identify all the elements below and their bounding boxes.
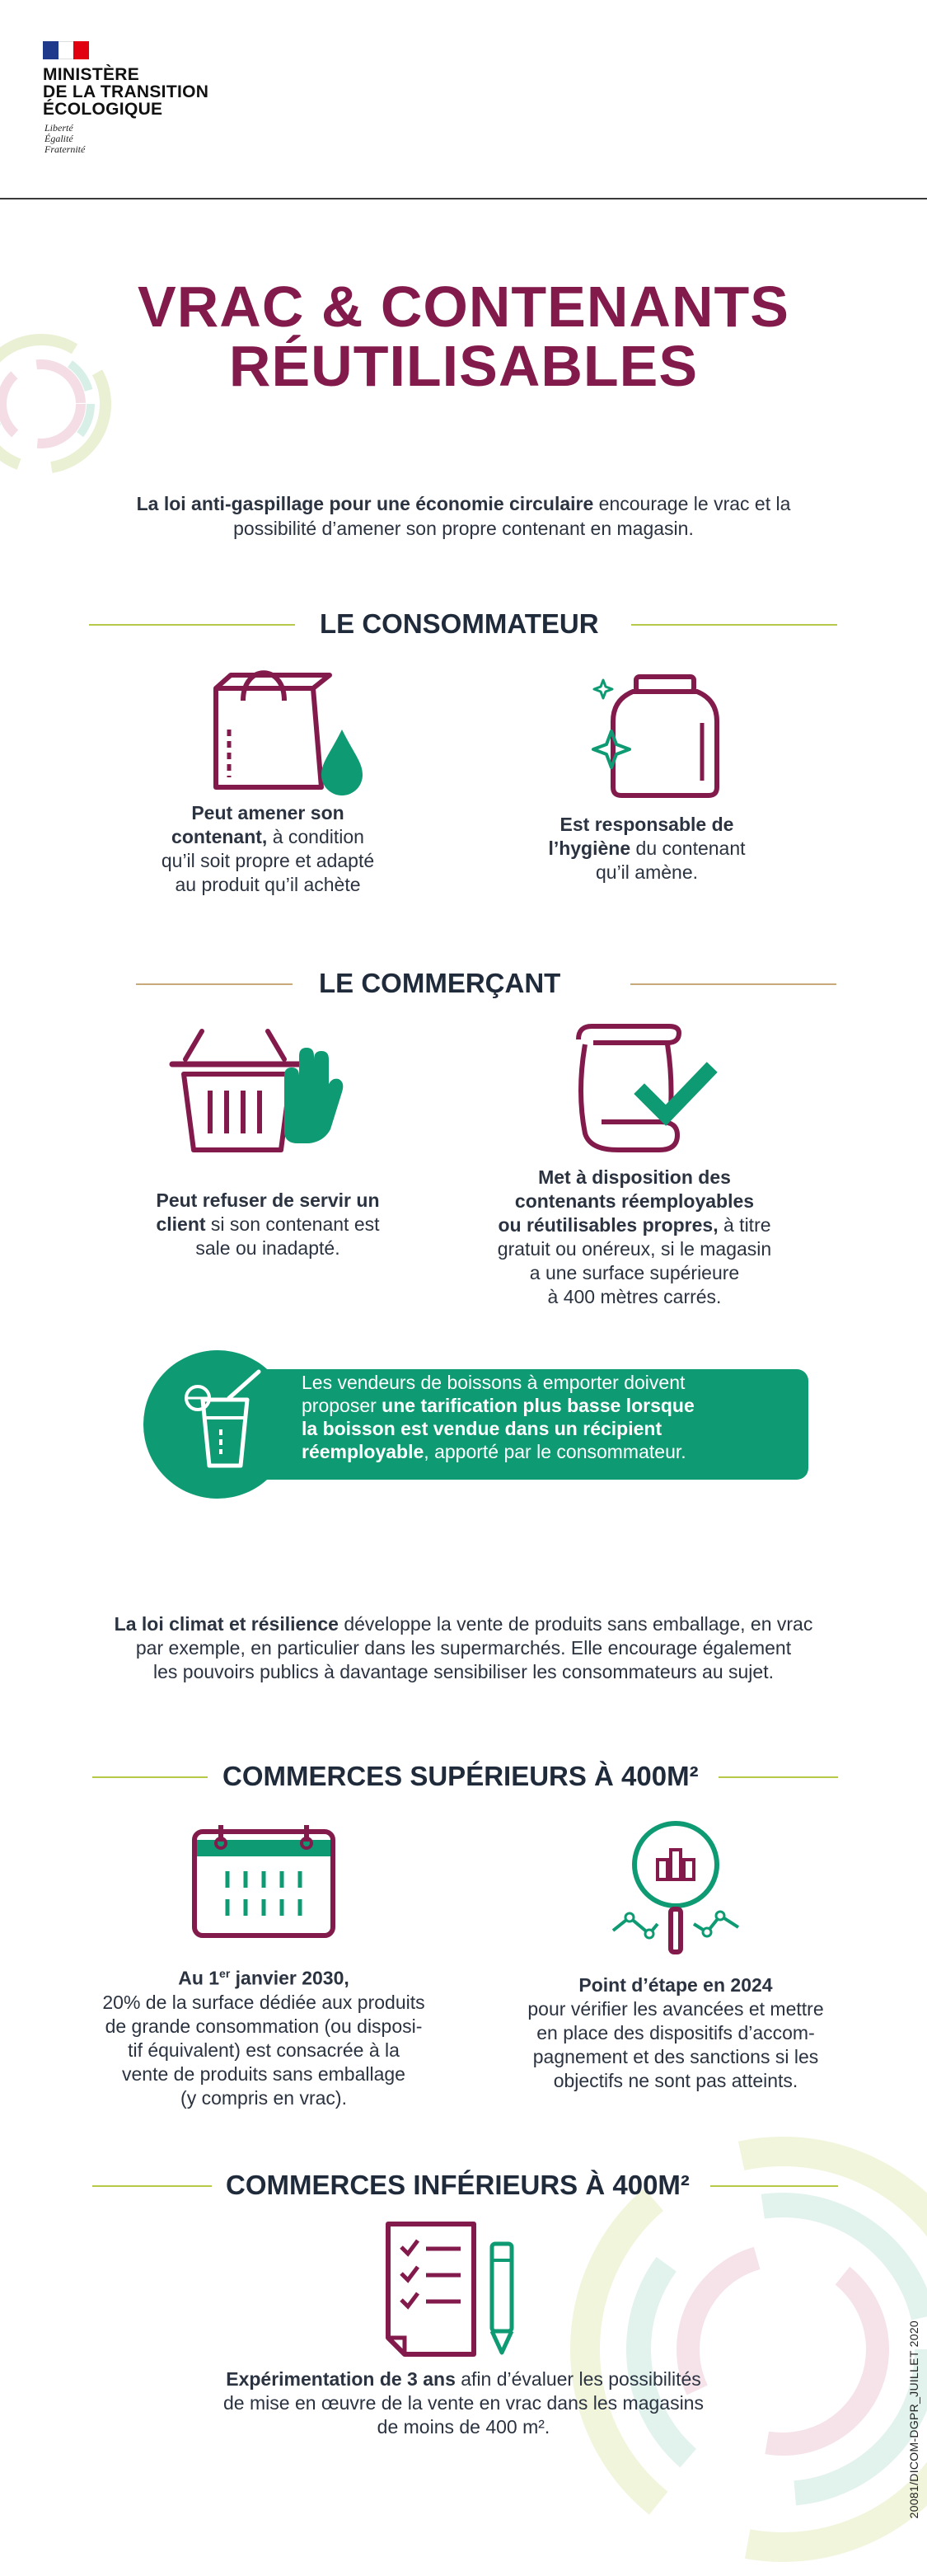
page-title-line-2: RÉUTILISABLES (228, 334, 699, 398)
caption-line: pagnement et des sanctions si les (532, 2046, 819, 2067)
caption-line: a une surface supérieure (529, 1262, 740, 1283)
bag-drop-icon (206, 664, 371, 795)
drink-glass-icon (180, 1367, 270, 1474)
caption-line: tif équivalent) est consacrée à la (128, 2039, 400, 2061)
caption-line (115, 825, 420, 849)
caption-line: de mise en œuvre de la vente en vrac dans les magasins (223, 2392, 704, 2414)
caption-line: sale ou inadapté. (195, 1237, 340, 1259)
caption-line: qu’il soit propre et adapté (161, 850, 375, 871)
caption-bold: client (156, 1213, 206, 1235)
caption-line: objectifs ne sont pas atteints. (553, 2070, 798, 2091)
caption-bold: Au 1 (178, 1967, 220, 1989)
calendar-icon (191, 1823, 336, 1939)
caption-bold: ou réutilisables propres, (498, 1214, 719, 1236)
caption-line (66, 1962, 461, 1991)
consommateur-right-caption (494, 813, 799, 884)
motto-egalite: Égalité (44, 133, 73, 144)
basket-hand-icon (169, 1026, 350, 1158)
caption-line: à 400 mètres carrés. (547, 1286, 722, 1307)
caption-line (494, 837, 799, 861)
intro-bold: La loi anti-gaspillage pour une économie circulaire (136, 493, 594, 514)
section-superieurs-heading (92, 1762, 838, 1790)
caption-line: Peut amener son (191, 802, 344, 823)
caption-rest: du contenant (630, 838, 746, 859)
caption-line: pour vérifier les avancées et mettre (527, 1998, 824, 2020)
section-commercant-heading (136, 969, 836, 997)
document-reference-code: 20081/DICOM-DGPR_JUILLET 2020 (907, 2320, 920, 2518)
caption-rest: à condition (267, 826, 364, 847)
caption-bold: janvier 2030, (230, 1967, 349, 1989)
banner-line: la boisson est vendue dans un récipient (302, 1418, 662, 1439)
commercant-left-caption (115, 1189, 420, 1260)
heading-text: COMMERCES SUPÉRIEURS À 400M² (222, 1761, 699, 1791)
climat-paragraph (66, 1612, 861, 1684)
banner-bold: une tarification plus basse lorsque (382, 1395, 695, 1416)
paragraph-bold: La loi climat et résilience (114, 1613, 339, 1635)
paragraph-line: les pouvoirs publics à davantage sensibiliser les consommateurs au sujet. (152, 1661, 774, 1682)
caption-superscript: er (219, 1967, 231, 1980)
ministry-line-3: ÉCOLOGIQUE (43, 100, 163, 119)
intro-rest: encourage le vrac et la possibilité d’amener son propre contenant en magasin. (233, 493, 791, 539)
magnifier-chart-icon (610, 1818, 742, 1959)
paragraph-line (66, 1612, 861, 1636)
superieurs-left-caption (66, 1962, 461, 2110)
inferieurs-caption (132, 2367, 795, 2439)
caption-line: en place des dispositifs d’accom- (536, 2022, 815, 2043)
caption-line: vente de produits sans emballage (122, 2062, 405, 2085)
jar-sparkle-icon (593, 672, 725, 804)
caption-line: Point d’étape en 2024 (578, 1974, 773, 1996)
caption-rest: si son contenant est (205, 1213, 380, 1235)
superieurs-right-caption (478, 1973, 873, 2093)
caption-bold: l’hygiène (548, 838, 631, 859)
caption-line: Met à disposition des (538, 1166, 731, 1188)
checklist-pencil-icon (383, 2219, 531, 2359)
caption-rest: afin d’évaluer les possibilités (455, 2368, 701, 2390)
section-consommateur-heading (89, 610, 837, 638)
caption-line: Est responsable de (559, 814, 734, 835)
intro-text (107, 491, 820, 541)
caption-line (132, 2367, 795, 2391)
republic-flag-logo (43, 41, 89, 59)
banner-line: Les vendeurs de boissons à emporter doivent (302, 1372, 686, 1393)
header-divider (0, 198, 927, 199)
motto-liberte: Liberté (44, 122, 73, 134)
caption-line: de moins de 400 m². (377, 2416, 550, 2438)
banner-rest: , apporté par le consommateur. (424, 1441, 686, 1462)
page-title-line-1: VRAC & CONTENANTS (138, 274, 789, 339)
paragraph-line: par exemple, en particulier dans les supermarchés. Elle encourage également (135, 1637, 792, 1659)
caption-line: (y compris en vrac). (180, 2086, 347, 2109)
motto-fraternite: Fraternité (44, 143, 86, 155)
ministry-line-2: DE LA TRANSITION (43, 82, 209, 101)
caption-line: Peut refuser de servir un (156, 1189, 380, 1211)
caption-line: qu’il amène. (595, 861, 699, 883)
caption-line: au produit qu’il achète (175, 874, 361, 895)
caption-line (461, 1213, 808, 1237)
banner-rest: proposer (302, 1395, 382, 1416)
banner-line (302, 1394, 796, 1417)
ministry-line-1: MINISTÈRE (43, 65, 140, 84)
caption-line: 20% de la surface dédiée aux produits (102, 1991, 425, 2013)
commercant-right-caption (461, 1166, 808, 1309)
caption-line: gratuit ou onéreux, si le magasin (497, 1238, 772, 1260)
caption-line: contenants réemployables (514, 1190, 755, 1212)
banner-line (302, 1440, 796, 1463)
banner-bold: réemployable (302, 1441, 424, 1462)
heading-text: LE CONSOMMATEUR (320, 608, 599, 639)
banner-text (302, 1371, 796, 1463)
caption-bold: contenant, (171, 826, 268, 847)
caption-rest: à titre (718, 1214, 771, 1236)
heading-text: LE COMMERÇANT (319, 968, 561, 998)
section-inferieurs-heading (92, 2171, 838, 2199)
heading-text: COMMERCES INFÉRIEURS À 400M² (226, 2170, 690, 2200)
scroll-check-icon (569, 1026, 733, 1158)
caption-bold: Expérimentation de 3 ans (226, 2368, 456, 2390)
caption-line: de grande consommation (ou disposi- (105, 2015, 423, 2037)
caption-line (115, 1213, 420, 1236)
consommateur-left-caption (115, 801, 420, 897)
paragraph-rest: développe la vente de produits sans emballage, en vrac (338, 1613, 813, 1635)
